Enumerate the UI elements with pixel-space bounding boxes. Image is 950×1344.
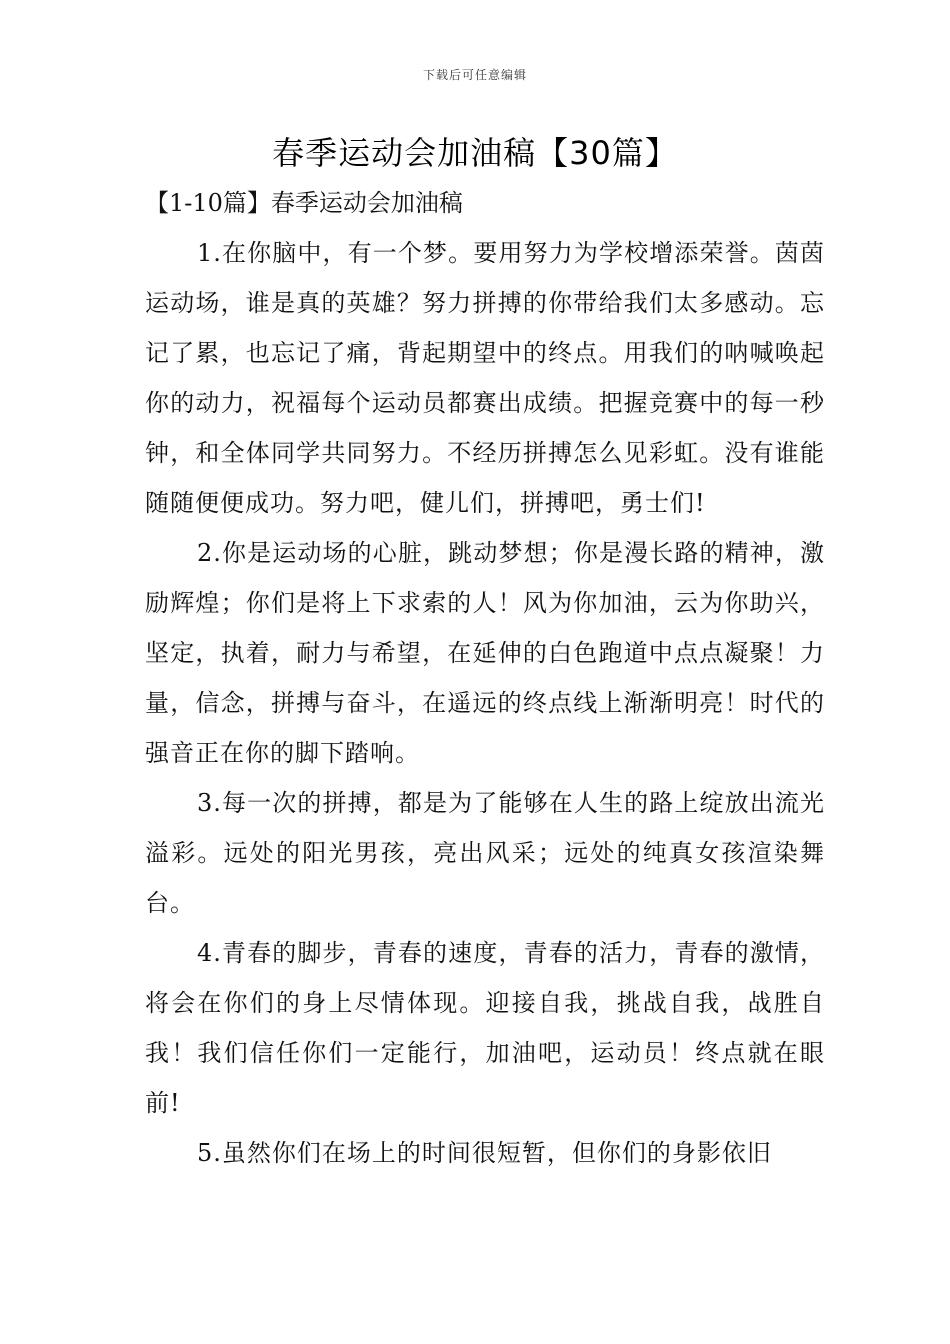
paragraph-3: 3.每一次的拼搏，都是为了能够在人生的路上绽放出流光溢彩。远处的阳光男孩，亮出风采；远处的纯真女孩渲染舞台。 [145, 789, 825, 917]
paragraph-2: 2.你是运动场的心脏，跳动梦想；你是漫长路的精神，激励辉煌；你们是将上下求索的人！风为你加油，云为你助兴，坚定，执着，耐力与希望，在延伸的白色跑道中点点凝聚！力量，信念，拼搏与奋斗，在遥远的终点线上渐渐明亮！时代的强音正在你的脚下踏响。 [145, 539, 825, 767]
document-body [145, 178, 825, 1178]
paragraph-1: 1.在你脑中，有一个梦。要用努力为学校增添荣誉。茵茵运动场，谁是真的英雄？努力拼搏的你带给我们太多感动。忘记了累，也忘记了痛，背起期望中的终点。用我们的呐喊唤起你的动力，祝福每个运动员都赛出成绩。把握竞赛中的每一秒钟，和全体同学共同努力。不经历拼搏怎么见彩虹。没有谁能随随便便成功。努力吧，健儿们，拼搏吧，勇士们! [145, 239, 825, 517]
paragraph-5: 5.虽然你们在场上的时间很短暂，但你们的身影依旧 [197, 1139, 772, 1167]
header-note: 下载后可任意编辑 [422, 68, 527, 82]
paragraph-4: 4.青春的脚步，青春的速度，青春的活力，青春的激情，将会在你们的身上尽情体现。迎接自我，挑战自我，战胜自我！我们信任你们一定能行，加油吧，运动员！终点就在眼前! [145, 939, 825, 1117]
section-heading: 【1-10篇】春季运动会加油稿 [145, 189, 463, 217]
document-title: 春季运动会加油稿【30篇】 [272, 134, 678, 172]
